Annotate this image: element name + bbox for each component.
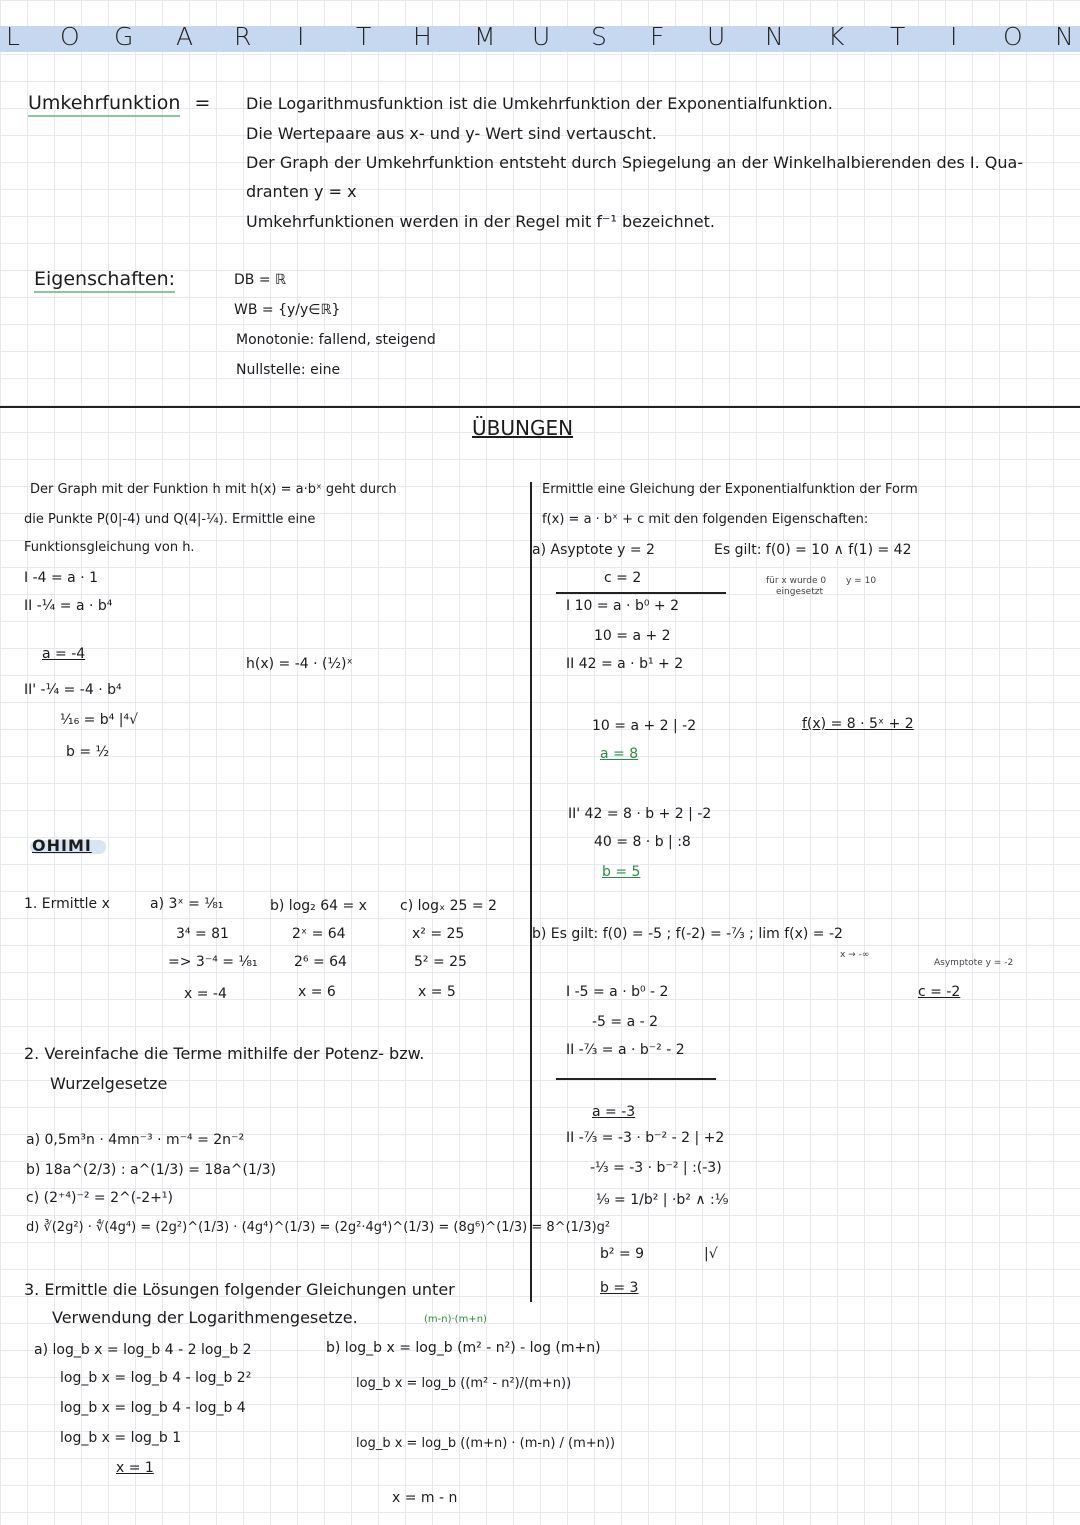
title-letter: U xyxy=(707,22,726,51)
task-exp-b-c: c = -2 xyxy=(918,984,961,1000)
task3-b: log_b x = log_b ((m² - n²)/(m+n)) xyxy=(356,1376,572,1391)
task-exp-b-work: II -⁷⁄₃ = -3 · b⁻² - 2 | +2 xyxy=(566,1130,725,1146)
task-exp-b-work: b = 3 xyxy=(600,1280,639,1296)
title-letter: N xyxy=(765,22,784,51)
task-exp-b-work: |√ xyxy=(704,1246,718,1262)
eigenschaften-label-text: Eigenschaften: xyxy=(34,268,175,293)
title-letter: I xyxy=(950,22,958,51)
task-h-text: Funktionsgleichung von h. xyxy=(24,540,195,555)
title-letter: N xyxy=(1055,22,1074,51)
task-exp-b-work: -⅓ = -3 · b⁻² | :(-3) xyxy=(590,1160,722,1176)
task1-head: 1. Ermittle x xyxy=(24,896,110,912)
task3-a: log_b x = log_b 4 - log_b 4 xyxy=(60,1400,246,1416)
task-h-work: II -¼ = a · b⁴ xyxy=(24,598,113,614)
task-exp-b-head: b) Es gilt: f(0) = -5 ; f(-2) = -⁷⁄₃ ; lim f(x) = -2 xyxy=(532,926,843,942)
task2-head: Wurzelgesetze xyxy=(50,1074,168,1093)
task-exp-a-result: f(x) = 8 · 5ˣ + 2 xyxy=(802,716,914,732)
task1-a: => 3⁻⁴ = ¹⁄₈₁ xyxy=(168,954,258,970)
title-letter: R xyxy=(234,22,252,51)
umkehr-line: Die Wertepaare aus x- und y- Wert sind vertauscht. xyxy=(246,124,657,143)
task3-b: x = m - n xyxy=(392,1490,458,1506)
task-h-work: I -4 = a · 1 xyxy=(24,570,99,586)
task1-a: x = -4 xyxy=(184,986,227,1002)
task3-a: x = 1 xyxy=(116,1460,154,1476)
task2-head: 2. Vereinfache die Terme mithilfe der Potenz- bzw. xyxy=(24,1044,425,1063)
task-h-result: h(x) = -4 · (½)ˣ xyxy=(246,656,353,672)
task-exp-a-work: c = 2 xyxy=(604,570,642,586)
task-exp-a-work: 10 = a + 2 | -2 xyxy=(592,718,697,734)
task1-a: 3⁴ = 81 xyxy=(176,926,229,942)
eigenschaft-item: Nullstelle: eine xyxy=(236,362,341,378)
task3-b-note: (m-n)·(m+n) xyxy=(424,1314,487,1325)
task-exp-a-work: b = 5 xyxy=(602,864,641,880)
title-letter: O xyxy=(1003,22,1023,51)
task-exp-b-work: b² = 9 xyxy=(600,1246,645,1262)
umkehr-eq: = xyxy=(194,92,211,114)
task2-b: b) 18a^(2/3) : a^(1/3) = 18a^(1/3) xyxy=(26,1162,276,1178)
task-exp-a-work: II' 42 = 8 · b + 2 | -2 xyxy=(568,806,712,822)
task2-a: a) 0,5m³n · 4mn⁻³ · m⁻⁴ = 2n⁻² xyxy=(26,1132,245,1148)
task1-c: x² = 25 xyxy=(412,926,465,942)
task-exp-b-lim: x → -∞ xyxy=(840,950,870,960)
title-letter: M xyxy=(474,22,496,51)
task-h-text: die Punkte P(0|-4) und Q(4|-¼). Ermittle eine xyxy=(24,512,316,527)
umkehr-line: dranten y = x xyxy=(246,182,357,201)
task-h-text: Der Graph mit der Funktion h mit h(x) = a·bˣ geht durch xyxy=(30,482,397,497)
task-exp-a-head: a) Asyptote y = 2 xyxy=(532,542,655,558)
title-letter: H xyxy=(413,22,432,51)
umkehr-label-text: Umkehrfunktion xyxy=(28,92,180,117)
task3-head: 3. Ermittle die Lösungen folgender Gleichungen unter xyxy=(24,1280,455,1299)
task-exp-a-work: I 10 = a · b⁰ + 2 xyxy=(566,598,679,614)
task1-c: c) logₓ 25 = 2 xyxy=(400,898,497,914)
eigenschaft-item: Monotonie: fallend, steigend xyxy=(236,332,436,348)
task1-b: b) log₂ 64 = x xyxy=(270,898,367,914)
task-exp-text: f(x) = a · bˣ + c mit den folgenden Eigenschaften: xyxy=(542,512,869,527)
task3-a: log_b x = log_b 1 xyxy=(60,1430,182,1446)
ohimi-label: OHIMI xyxy=(32,836,92,855)
title-letter: T xyxy=(890,22,906,51)
task-h-work: II' -¼ = -4 · b⁴ xyxy=(24,682,122,698)
task1-a: a) 3ˣ = ¹⁄₈₁ xyxy=(150,896,224,912)
task-h-work: a = -4 xyxy=(42,646,86,662)
task-exp-a-given: Es gilt: f(0) = 10 ∧ f(1) = 42 xyxy=(714,542,912,558)
task-exp-b-asym: Asymptote y = -2 xyxy=(934,958,1014,968)
title-letter: G xyxy=(114,22,134,51)
task-exp-b-work: a = -3 xyxy=(592,1104,636,1120)
task-exp-b-work: -5 = a - 2 xyxy=(592,1014,659,1030)
task-exp-note: eingesetzt xyxy=(776,587,823,597)
eigenschaften-label xyxy=(34,268,175,290)
title-letter: L xyxy=(6,22,20,51)
umkehr-line: Die Logarithmusfunktion ist die Umkehrfunktion der Exponentialfunktion. xyxy=(246,94,833,113)
task2-c: c) (2⁺⁴)⁻² = 2^(-2+¹) xyxy=(26,1190,173,1206)
task-h-work: ¹⁄₁₆ = b⁴ |⁴√ xyxy=(60,712,139,728)
task-exp-a-work: 40 = 8 · b | :8 xyxy=(594,834,691,850)
task3-head: Verwendung der Logarithmengesetze. xyxy=(52,1308,358,1327)
section-divider xyxy=(0,406,1080,408)
task-h-work: b = ½ xyxy=(66,744,110,760)
task-exp-a-work: II 42 = a · b¹ + 2 xyxy=(566,656,684,672)
umkehr-line: Umkehrfunktionen werden in der Regel mit f⁻¹ bezeichnet. xyxy=(246,212,715,231)
task1-c: x = 5 xyxy=(418,984,456,1000)
separator-line xyxy=(556,1078,716,1080)
task-exp-b-work: ¹⁄₉ = 1/b² | ·b² ∧ :¹⁄₉ xyxy=(596,1192,729,1208)
task3-b: log_b x = log_b ((m+n) · (m-n) / (m+n)) xyxy=(356,1436,616,1451)
task-exp-note: für x wurde 0 xyxy=(766,576,827,586)
title-letter: A xyxy=(176,22,194,51)
eigenschaft-item: WB = {y/y∈ℝ} xyxy=(234,302,341,318)
task-exp-b-work: II -⁷⁄₃ = a · b⁻² - 2 xyxy=(566,1042,685,1058)
task3-a: a) log_b x = log_b 4 - 2 log_b 2 xyxy=(34,1342,252,1358)
column-divider xyxy=(530,482,532,1302)
task-exp-b-work: I -5 = a · b⁰ - 2 xyxy=(566,984,669,1000)
title-letter: I xyxy=(297,22,305,51)
task-exp-note: y = 10 xyxy=(846,576,877,586)
separator-line xyxy=(556,592,726,594)
task1-b: x = 6 xyxy=(298,984,336,1000)
task-exp-a-work: 10 = a + 2 xyxy=(594,628,671,644)
title-letter: F xyxy=(650,22,665,51)
task1-b: 2ˣ = 64 xyxy=(292,926,346,942)
task-exp-a-work: a = 8 xyxy=(600,746,639,762)
task1-b: 2⁶ = 64 xyxy=(294,954,347,970)
title-letter: S xyxy=(591,22,607,51)
eigenschaft-item: DB = ℝ xyxy=(234,272,287,288)
task3-a: log_b x = log_b 4 - log_b 2² xyxy=(60,1370,252,1386)
title-letter: U xyxy=(532,22,551,51)
task1-c: 5² = 25 xyxy=(414,954,467,970)
title-letter: T xyxy=(356,22,372,51)
uebungen-heading: ÜBUNGEN xyxy=(472,416,574,440)
umkehr-line: Der Graph der Umkehrfunktion entsteht durch Spiegelung an der Winkelhalbierenden des I. Qua- xyxy=(246,153,1024,172)
task-exp-text: Ermittle eine Gleichung der Exponentialfunktion der Form xyxy=(542,482,918,497)
title-letter: O xyxy=(60,22,80,51)
title-letter: K xyxy=(828,22,845,51)
task3-b: b) log_b x = log_b (m² - n²) - log (m+n) xyxy=(326,1340,601,1356)
task2-d: d) ∛(2g²) · ∜(4g⁴) = (2g²)^(1/3) · (4g⁴)^(1/3) = (2g²·4g⁴)^(1/3) = (8g⁶)^(1/3) = 8^(1/3)g² xyxy=(26,1220,611,1235)
umkehr-label xyxy=(28,92,210,114)
